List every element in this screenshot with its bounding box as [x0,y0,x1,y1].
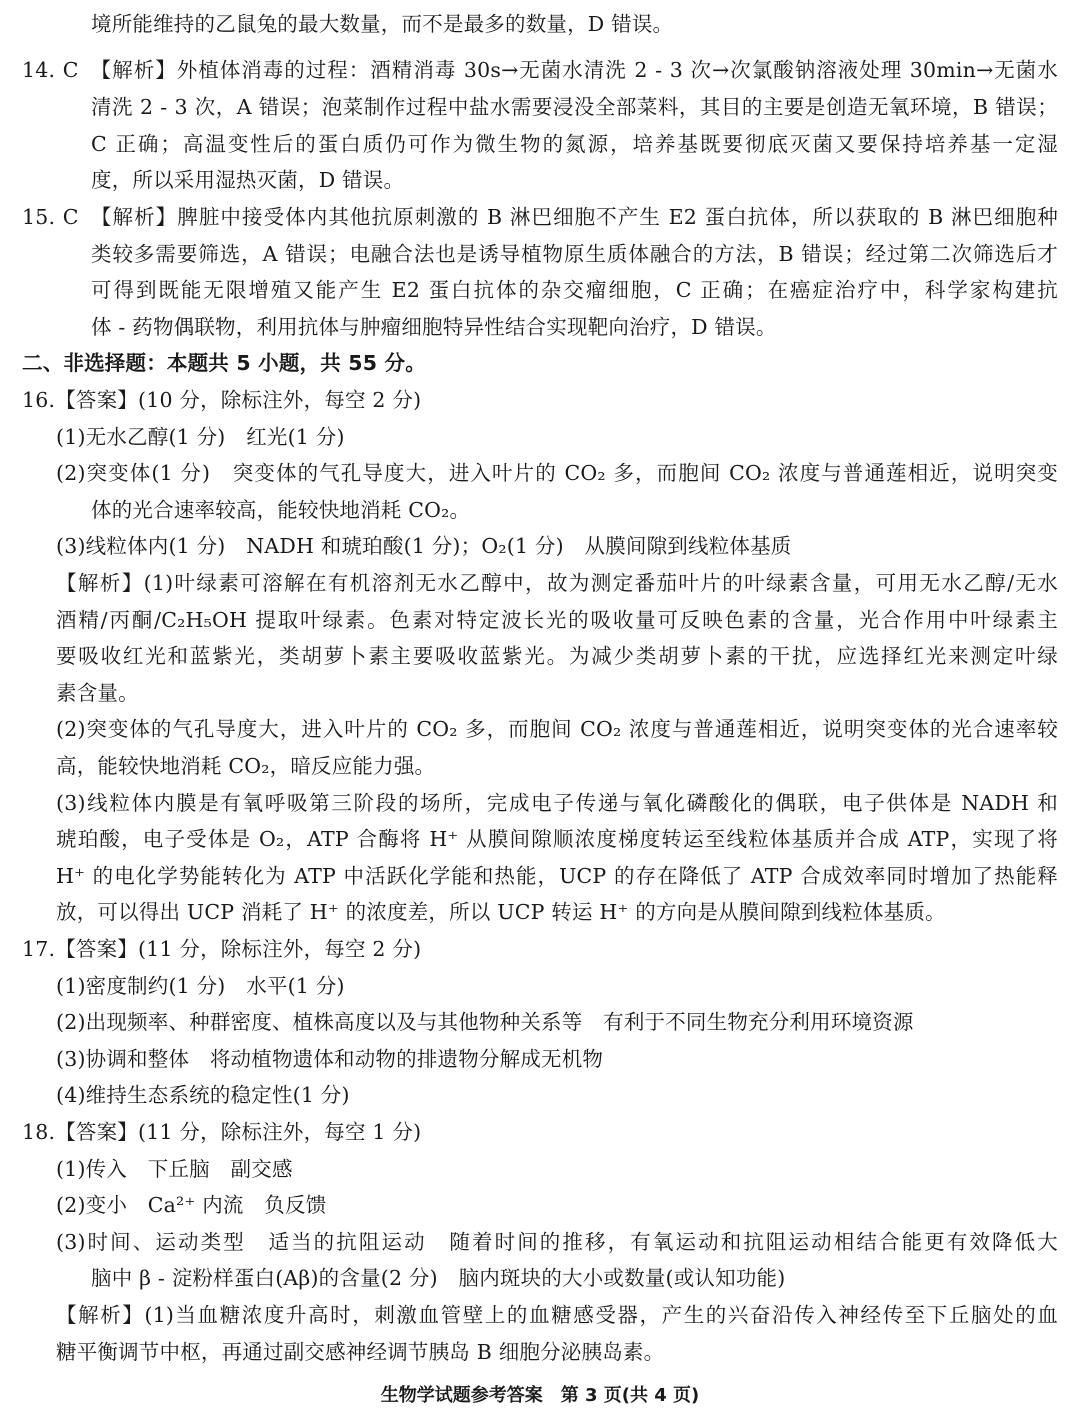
text-line: 【解析】(1)当血糖浓度升高时，刺激血管壁上的血糖感受器，产生的兴奋沿传入神经传至下丘脑处的血 [56,1303,1058,1327]
text-line: 类较多需要筛选，A 错误；电融合法也是诱导植物原生质体融合的方法，B 错误；经过第二次筛选后才 [91,242,1058,266]
text-line: 脑中 β - 淀粉样蛋白(Aβ)的含量(2 分) 脑内斑块的大小或数量(或认知功能) [91,1266,786,1290]
text-line: C 正确；高温变性后的蛋白质仍可作为微生物的氮源，培养基既要彻底灭菌又要保持培养基一定湿 [91,132,1058,156]
text-line: H⁺ 的电化学势能转化为 ATP 中活跃化学能和热能，UCP 的存在降低了 ATP 合成效率同时增加了热能释 [56,864,1058,888]
text-line: 16.【答案】(10 分，除标注外，每空 2 分) [22,388,422,412]
text-line: (3)线粒体内膜是有氧呼吸第三阶段的场所，完成电子传递与氧化磷酸化的偶联，电子供体是 NADH 和 [56,791,1058,815]
text-line: 度，所以采用湿热灭菌，D 错误。 [91,168,405,192]
text-line: 清洗 2 - 3 次，A 错误；泡菜制作过程中盐水需要浸没全部菜料，其目的主要是创造无氧环境，B 错误； [91,95,1058,119]
text-line: 体 - 药物偶联物，利用抗体与肿瘤细胞特异性结合实现靶向治疗，D 错误。 [91,315,777,339]
text-line: (3)时间、运动类型 适当的抗阻运动 随着时间的推移，有氧运动和抗阻运动相结合能更有效降低大 [56,1230,1058,1254]
text-line: 15. C 【解析】脾脏中接受体内其他抗原刺激的 B 淋巴细胞不产生 E2 蛋白抗体，所以获取的 B 淋巴细胞种 [22,205,1058,229]
text-line: 放，可以得出 UCP 消耗了 H⁺ 的浓度差，所以 UCP 转运 H⁺ 的方向是从膜间隙到线粒体基质。 [56,900,946,924]
text-line: (2)变小 Ca²⁺ 内流 负反馈 [56,1193,327,1217]
text-line: 素含量。 [56,681,139,705]
text-line: (1)传入 下丘脑 副交感 [56,1157,293,1181]
text-line: 二、非选择题：本题共 5 小题，共 55 分。 [22,351,426,375]
text-line: 高，能较快地消耗 CO₂，暗反应能力强。 [56,754,436,778]
text-line: (3)线粒体内(1 分) NADH 和琥珀酸(1 分)；O₂(1 分) 从膜间隙到线粒体基质 [56,534,792,558]
text-line: (2)出现频率、种群密度、植株高度以及与其他物种关系等 有利于不同生物充分利用环境资源 [56,1010,914,1034]
page-footer: 生物学试题参考答案 第 3 页(共 4 页) [380,1385,700,1406]
text-line: (1)密度制约(1 分) 水平(1 分) [56,974,345,998]
text-line: 要吸收红光和蓝紫光，类胡萝卜素主要吸收蓝紫光。为减少类胡萝卜素的干扰，应选择红光来测定叶绿 [56,644,1058,668]
text-line: 琥珀酸，电子受体是 O₂，ATP 合酶将 H⁺ 从膜间隙顺浓度梯度转运至线粒体基质并合成 ATP，实现了将 [56,827,1058,851]
text-line: 体的光合速率较高，能较快地消耗 CO₂。 [91,498,471,522]
text-line: (1)无水乙醇(1 分) 红光(1 分) [56,425,345,449]
text-line: 17.【答案】(11 分，除标注外，每空 2 分) [22,937,422,961]
text-line: 18.【答案】(11 分，除标注外，每空 1 分) [22,1120,422,1144]
text-line: 境所能维持的乙鼠兔的最大数量，而不是最多的数量，D 错误。 [91,12,674,36]
text-line: (4)维持生态系统的稳定性(1 分) [56,1083,350,1107]
text-line: (2)突变体(1 分) 突变体的气孔导度大，进入叶片的 CO₂ 多，而胞间 CO₂ 浓度与普通莲相近，说明突变 [56,461,1058,485]
text-line: (3)协调和整体 将动植物遗体和动物的排遗物分解成无机物 [56,1047,604,1071]
text-line: 可得到既能无限增殖又能产生 E2 蛋白抗体的杂交瘤细胞，C 正确；在癌症治疗中，科学家构建抗 [91,278,1058,302]
text-line: 【解析】(1)叶绿素可溶解在有机溶剂无水乙醇中，故为测定番茄叶片的叶绿素含量，可用无水乙醇/无水 [56,571,1058,595]
text-line: 14. C 【解析】外植体消毒的过程：酒精消毒 30s→无菌水清洗 2 - 3 次→次氯酸钠溶液处理 30min→无菌水 [22,58,1058,82]
text-line: 酒精/丙酮/C₂H₅OH 提取叶绿素。色素对特定波长光的吸收量可反映色素的含量，光合作用中叶绿素主 [56,608,1058,632]
text-line: (2)突变体的气孔导度大，进入叶片的 CO₂ 多，而胞间 CO₂ 浓度与普通莲相近，说明突变体的光合速率较 [56,717,1058,741]
text-line: 糖平衡调节中枢，再通过副交感神经调节胰岛 B 细胞分泌胰岛素。 [56,1340,665,1364]
